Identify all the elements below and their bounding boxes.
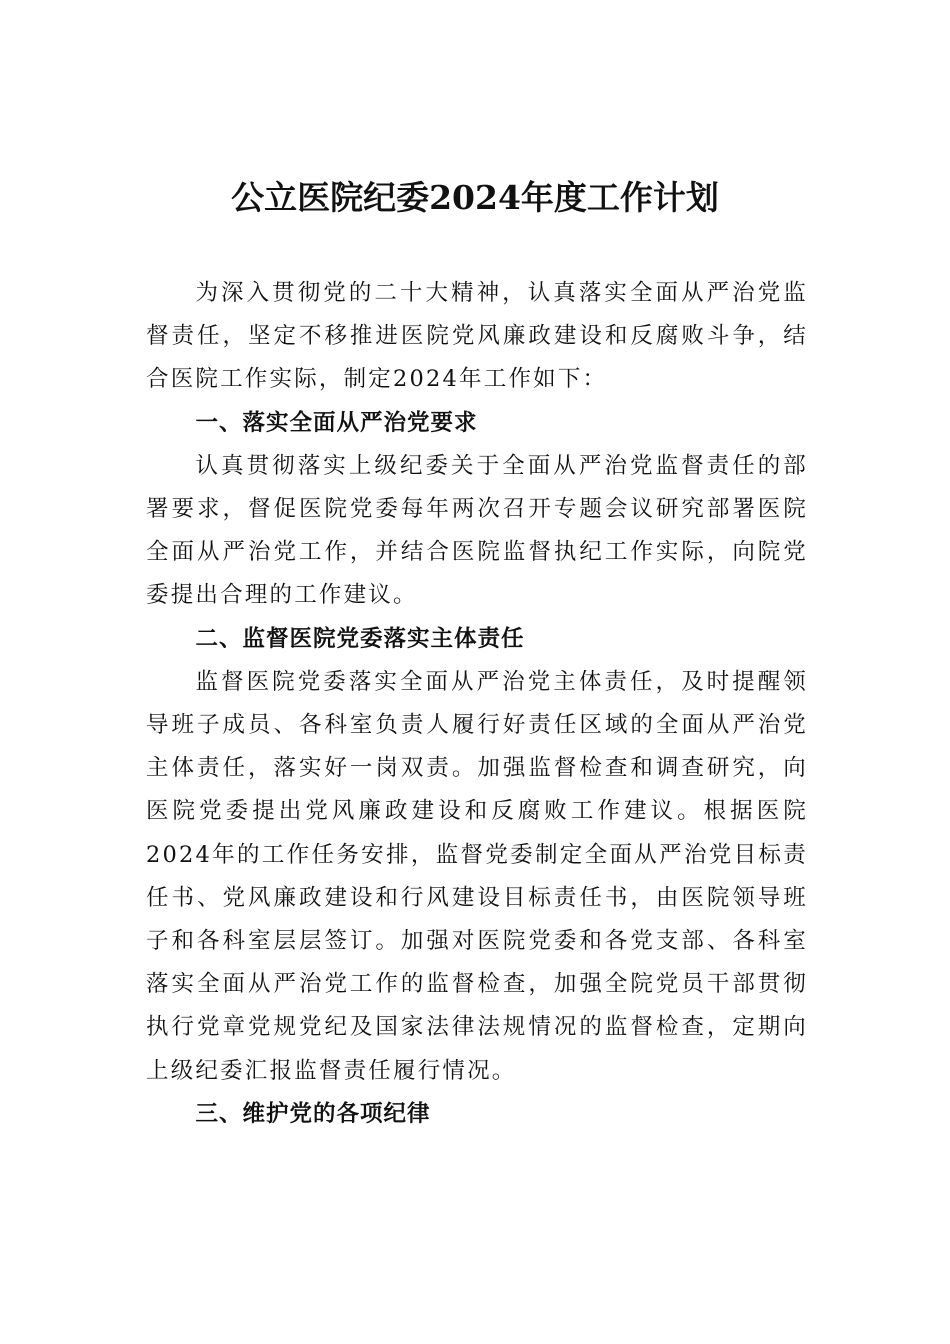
- section-body-1: 认真贯彻落实上级纪委关于全面从严治党监督责任的部署要求，督促医院党委每年两次召开专题会议研究部署医院全面从严治党工作，并结合医院监督执纪工作实际，向院党委提出合理的工作建议。: [146, 452, 808, 609]
- section-heading-3: 三、维护党的各项纪律: [195, 1100, 431, 1127]
- document-title: 公立医院纪委2024年度工作计划: [231, 178, 719, 217]
- intro-paragraph: 为深入贯彻党的二十大精神，认真落实全面从严治党监督责任，坚定不移推进医院党风廉政建设和反腐败斗争，结合医院工作实际，制定2024年工作如下：: [146, 280, 808, 393]
- document-body: [146, 272, 808, 1136]
- section-heading-1: 一、落实全面从严治党要求: [195, 409, 478, 436]
- section-body-2: 监督医院党委落实全面从严治党主体责任，及时提醒领导班子成员、各科室负责人履行好责任区域的全面从严治党主体责任，落实好一岗双责。加强监督检查和调查研究，向医院党委提出党风廉政建设和反腐败工作建议。根据医院2024年的工作任务安排，监督党委制定全面从严治党目标责任书、党风廉政建设和行风建设目标责任书，由医院领导班子和各科室层层签订。加强对医院党委和各党支部、各科室落实全面从严治党工作的监督检查，加强全院党员干部贯彻执行党章党规党纪及国家法律法规情况的监督检查，定期向上级纪委汇报监督责任履行情况。: [146, 668, 808, 1084]
- section-heading-2: 二、监督医院党委落实主体责任: [195, 625, 525, 652]
